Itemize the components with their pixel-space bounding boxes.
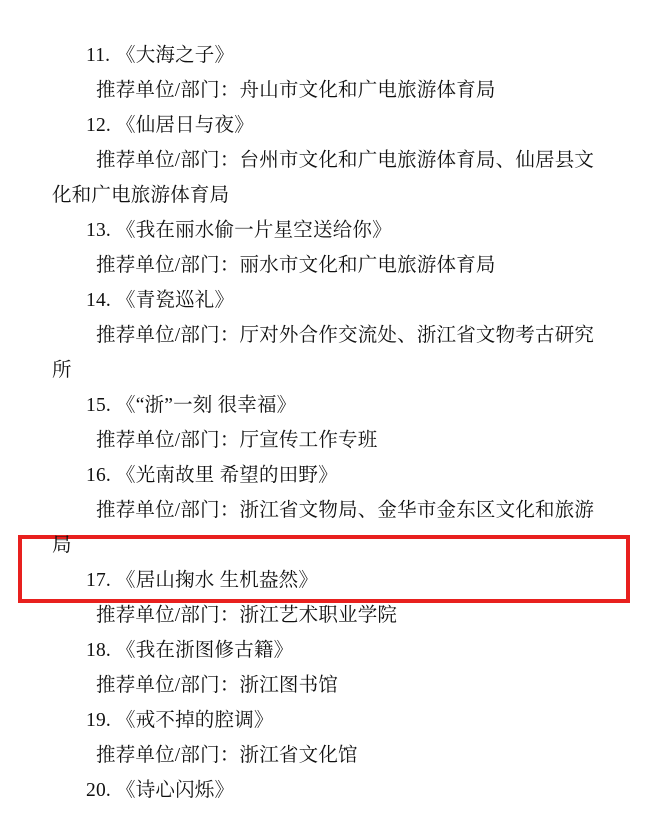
document-entry-list (52, 38, 598, 808)
entry-title-line (52, 108, 598, 143)
list-item (52, 213, 598, 283)
entry-title: 《诗心闪烁》 (116, 780, 235, 801)
entry-unit-line (52, 738, 598, 773)
entry-unit-line (52, 598, 598, 633)
entry-unit-label: 推荐单位/部门： (96, 500, 240, 521)
entry-unit-line (52, 668, 598, 703)
entry-unit-line (52, 143, 598, 213)
entry-unit-line (52, 423, 598, 458)
entry-title: 《仙居日与夜》 (116, 115, 254, 136)
list-item (52, 283, 598, 388)
entry-unit-label: 推荐单位/部门： (96, 255, 240, 276)
entry-unit-value: 浙江图书馆 (239, 675, 339, 696)
list-item-highlighted (52, 563, 598, 633)
entry-number: 12. (86, 115, 111, 136)
entry-title-line (52, 388, 598, 423)
entry-unit-label: 推荐单位/部门： (96, 605, 240, 626)
entry-unit-value: 浙江省文化馆 (239, 745, 358, 766)
entry-unit-line (52, 73, 598, 108)
entry-unit-line (52, 318, 598, 388)
entry-unit-label: 推荐单位/部门： (96, 80, 240, 101)
entry-title-line (52, 633, 598, 668)
entry-unit-label: 推荐单位/部门： (96, 325, 240, 346)
entry-unit-value: 台州市文化和广电旅游体育局、仙居县文化和广电旅游体育局 (52, 150, 595, 206)
entry-title: 《青瓷巡礼》 (116, 290, 235, 311)
entry-title-line (52, 458, 598, 493)
entry-number: 18. (86, 640, 111, 661)
entry-title-line (52, 703, 598, 738)
entry-title-line (52, 563, 598, 598)
entry-title: 《戒不掉的腔调》 (116, 710, 274, 731)
entry-number: 19. (86, 710, 111, 731)
list-item (52, 38, 598, 108)
list-item (52, 633, 598, 703)
entry-number: 15. (86, 395, 111, 416)
entry-unit-label: 推荐单位/部门： (96, 430, 240, 451)
entry-title-line (52, 283, 598, 318)
entry-unit-value: 舟山市文化和广电旅游体育局 (239, 80, 496, 101)
entry-title-line (52, 213, 598, 248)
entry-unit-value: 浙江省文物局、金华市金东区文化和旅游局 (52, 500, 595, 556)
entry-number: 11. (86, 45, 111, 66)
entry-title: 《光南故里 希望的田野》 (116, 465, 338, 486)
entry-title: 《我在浙图修古籍》 (116, 640, 294, 661)
entry-unit-label: 推荐单位/部门： (96, 745, 240, 766)
entry-title: 《我在丽水偷一片星空送给你》 (116, 220, 392, 241)
list-item (52, 773, 598, 808)
entry-unit-value: 丽水市文化和广电旅游体育局 (239, 255, 496, 276)
entry-title: 《大海之子》 (116, 45, 235, 66)
entry-unit-value: 厅对外合作交流处、浙江省文物考古研究所 (52, 325, 595, 381)
entry-title: 《居山掬水 生机盎然》 (116, 570, 319, 591)
entry-number: 13. (86, 220, 111, 241)
entry-number: 17. (86, 570, 111, 591)
entry-number: 16. (86, 465, 111, 486)
entry-unit-value: 厅宣传工作专班 (239, 430, 378, 451)
entry-number: 14. (86, 290, 111, 311)
list-item (52, 703, 598, 773)
entry-unit-label: 推荐单位/部门： (96, 675, 240, 696)
list-item (52, 388, 598, 458)
list-item (52, 108, 598, 213)
entry-unit-line (52, 248, 598, 283)
entry-title: 《“浙”一刻 很幸福》 (116, 395, 297, 416)
entry-number: 20. (86, 780, 111, 801)
entry-unit-line (52, 493, 598, 563)
entry-unit-label: 推荐单位/部门： (96, 150, 240, 171)
entry-title-line (52, 38, 598, 73)
entry-unit-value: 浙江艺术职业学院 (239, 605, 398, 626)
list-item (52, 458, 598, 563)
entry-title-line (52, 773, 598, 808)
